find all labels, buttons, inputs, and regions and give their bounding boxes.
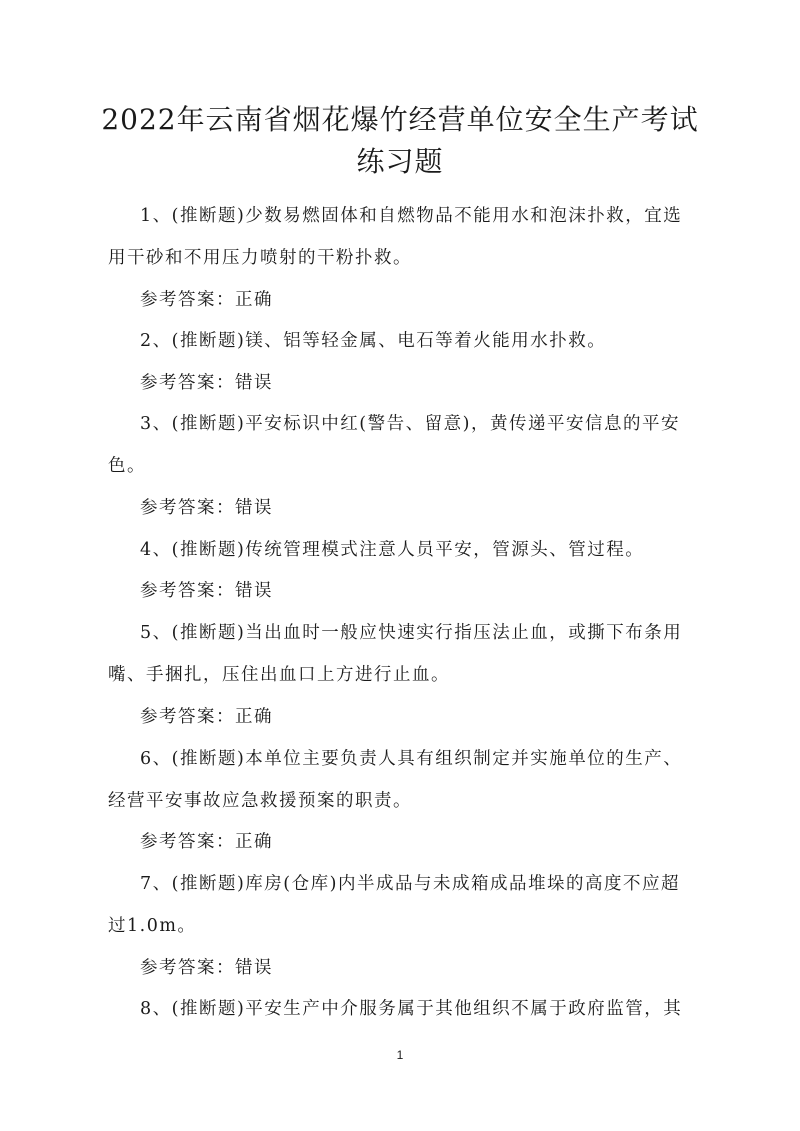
- document-title-line1: 2022年云南省烟花爆竹经营单位安全生产考试: [101, 103, 699, 136]
- question-2: 2、(推断题)镁、铝等轻金属、电石等着火能用水扑救。: [140, 331, 607, 351]
- question-3: 3、(推断题)平安标识中红(警告、留意)，黄传递平安信息的平安色。: [108, 414, 680, 476]
- answer-2: 参考答案：错误: [140, 373, 273, 393]
- question-7: 7、(推断题)库房(仓库)内半成品与未成箱成品堆垛的高度不应超过1.0m。: [108, 874, 680, 936]
- document-title-line2: 练习题: [356, 145, 444, 178]
- answer-5: 参考答案：正确: [140, 707, 273, 727]
- question-4: 4、(推断题)传统管理模式注意人员平安，管源头、管过程。: [140, 540, 645, 560]
- question-5: 5、(推断题)当出血时一般应快速实行指压法止血，或撕下布条用嘴、手捆扎，压住出血口上方进行止血。: [108, 623, 683, 685]
- page-number: 1: [396, 1048, 404, 1062]
- question-6: 6、(推断题)本单位主要负责人具有组织制定并实施单位的生产、经营平安事故应急救援预案的职责。: [108, 749, 683, 811]
- answer-1: 参考答案：正确: [140, 290, 273, 310]
- answer-6: 参考答案：正确: [140, 832, 273, 852]
- question-1: 1、(推断题)少数易燃固体和自燃物品不能用水和泡沫扑救，宜选用干砂和不用压力喷射的干粉扑救。: [108, 206, 683, 268]
- answer-4: 参考答案：错误: [140, 581, 273, 601]
- question-8: 8、(推断题)平安生产中介服务属于其他组织不属于政府监管，其: [140, 999, 683, 1019]
- answer-3: 参考答案：错误: [140, 498, 273, 518]
- answer-7: 参考答案：错误: [140, 958, 273, 978]
